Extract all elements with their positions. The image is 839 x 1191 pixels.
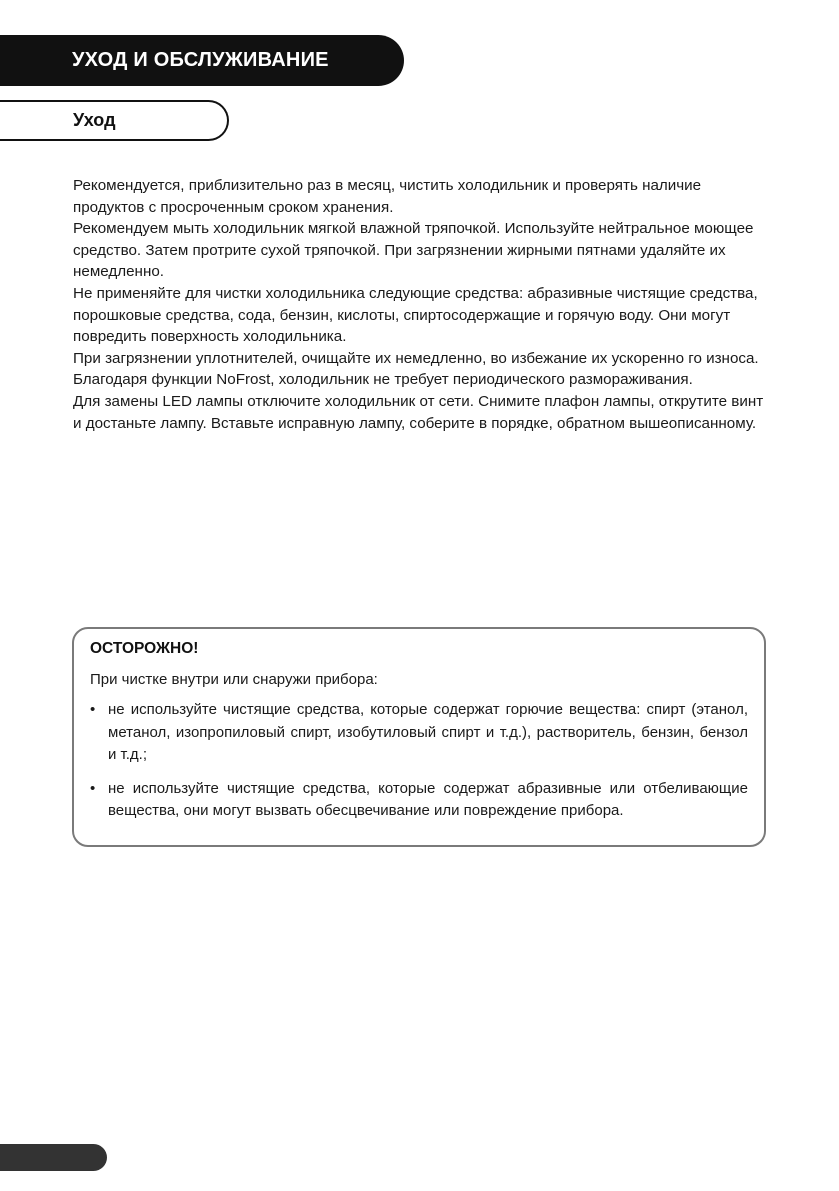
caution-box: [72, 627, 766, 847]
bullet-icon: •: [90, 701, 96, 718]
caution-item-text: не используйте чистящие средства, которые содержат абразивные или отбеливающие вещества, они могут вызвать обесцвечивание или повреждение прибора.: [108, 779, 748, 819]
paragraph: Благодаря функции NoFrost, холодильник не требует периодического размораживания.: [73, 371, 693, 389]
section-title: УХОД И ОБСЛУЖИВАНИЕ: [72, 49, 329, 71]
page-footer-tab: [0, 1144, 107, 1171]
caution-item-text: не используйте чистящие средства, которые содержат горючие вещества: спирт (этанол, метанол, изопропиловый спирт, изобутиловый спирт и т.д.), растворитель, бензин, бензол и т.д.;: [108, 701, 748, 763]
section-header: [0, 35, 404, 86]
body-text: [73, 175, 773, 434]
paragraph: При загрязнении уплотнителей, очищайте их немедленно, во избежание их ускоренно го износа.: [73, 349, 759, 367]
caution-item: [90, 699, 748, 767]
subsection-header: [0, 100, 229, 141]
caution-intro: При чистке внутри или снаружи прибора:: [90, 671, 378, 688]
subsection-title: Уход: [73, 110, 116, 130]
caution-title: ОСТОРОЖНО!: [90, 640, 199, 657]
caution-list: [90, 699, 748, 823]
caution-item: [90, 778, 748, 823]
paragraph: Не применяйте для чистки холодильника следующие средства: абразивные чистящие средства, порошковые средства, сода, бензин, кислоты, спиртосодержащие и горячую воду. Они могут повредить поверхность холодильника.: [73, 284, 758, 346]
paragraph: Рекомендуется, приблизительно раз в месяц, чистить холодильник и проверять наличие продуктов с просроченным сроком хранения.: [73, 177, 702, 216]
paragraph: Для замены LED лампы отключите холодильник от сети. Снимите плафон лампы, открутите винт и достаньте лампу. Вставьте исправную лампу, соберите в порядке, обратном вышеописанному.: [73, 392, 764, 432]
paragraph: Рекомендуем мыть холодильник мягкой влажной тряпочкой. Используйте нейтральное моющее средство. Затем протрите сухой тряпочкой. При загрязнении жирными пятнами удаляйте их немедленно.: [73, 220, 754, 281]
bullet-icon: •: [90, 779, 96, 797]
